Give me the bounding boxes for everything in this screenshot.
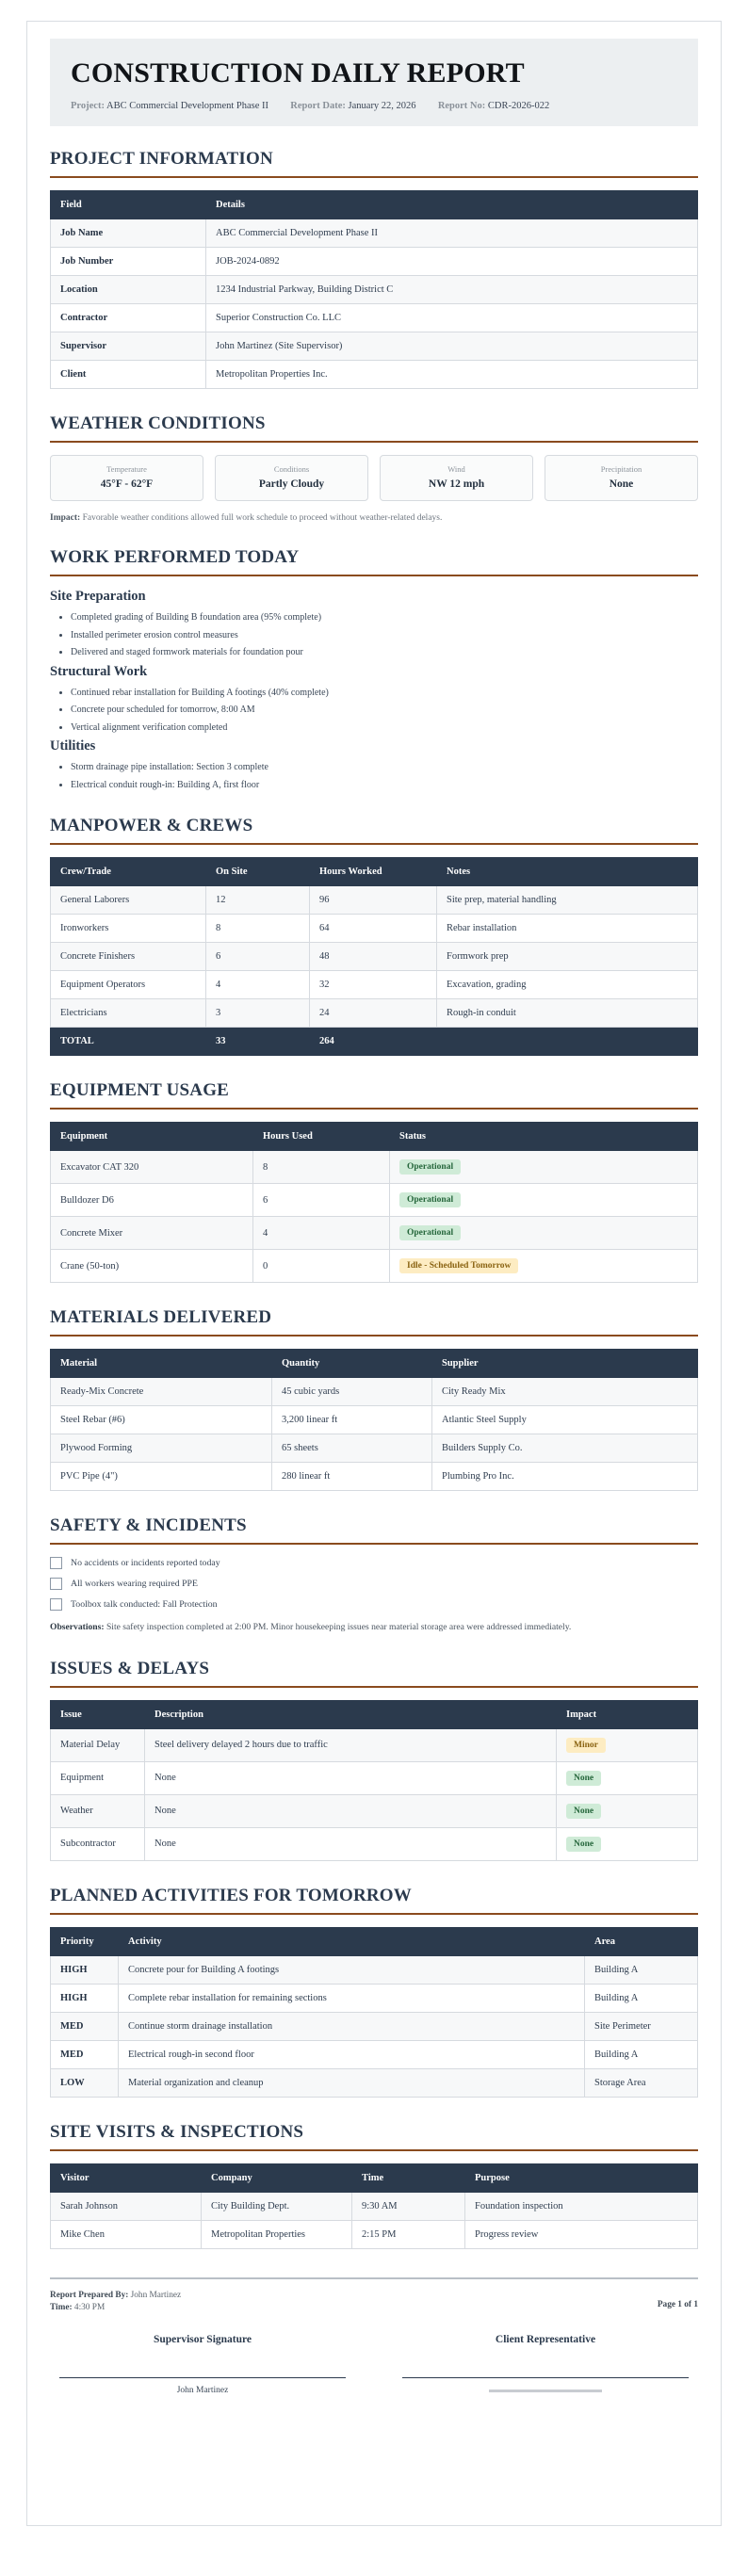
report-no-value: CDR-2026-022 <box>487 101 550 111</box>
signature-section <box>50 2334 698 2397</box>
section-equipment-usage <box>50 1080 698 1283</box>
section-safety-incidents <box>50 1515 698 1634</box>
cell-hours: 96 <box>310 886 437 915</box>
impact-badge: None <box>566 1804 601 1819</box>
project-label: Project: <box>71 101 105 111</box>
cell-area: Building A <box>585 1955 698 1984</box>
blank-rule <box>489 2390 602 2392</box>
cell-onsite: 8 <box>206 915 310 943</box>
equipment-body <box>51 1151 698 1283</box>
materials-body <box>51 1378 698 1491</box>
section-rule <box>50 1108 698 1110</box>
list-item: • Concrete pour scheduled for tomorrow, 8:00 AM <box>71 704 698 717</box>
cell-area: Building A <box>585 1984 698 2012</box>
cell-priority: HIGH <box>51 1984 119 2012</box>
list-item: • Storm drainage pipe installation: Section 3 complete <box>71 761 698 774</box>
column-header: Area <box>585 1927 698 1955</box>
impact-badge: None <box>566 1771 601 1786</box>
table-row <box>51 1728 698 1761</box>
section-rule <box>50 176 698 178</box>
cell-onsite: 4 <box>206 971 310 999</box>
section-materials-delivered <box>50 1307 698 1491</box>
cell-onsite: 12 <box>206 886 310 915</box>
cell-hours-used: 6 <box>253 1184 390 1217</box>
page-title: CONSTRUCTION DAILY REPORT <box>71 57 525 89</box>
weather-card-label: Precipitation <box>600 464 642 474</box>
cell-description: None <box>145 1761 557 1794</box>
section-rule <box>50 575 698 576</box>
cell-details: John Martinez (Site Supervisor) <box>206 332 698 361</box>
table-row <box>51 1761 698 1794</box>
cell-material: PVC Pipe (4") <box>51 1463 272 1491</box>
cell-equipment: Concrete Mixer <box>51 1217 253 1250</box>
cell-notes: Site prep, material handling <box>437 886 698 915</box>
work-item-list <box>71 761 698 791</box>
cell-field: Contractor <box>51 304 206 332</box>
cell-onsite: 3 <box>206 999 310 1028</box>
cell-priority: MED <box>51 2012 119 2040</box>
issues-body <box>51 1728 698 1860</box>
table-header-row <box>51 1700 698 1728</box>
table-row <box>51 886 698 915</box>
column-header: Description <box>145 1700 557 1728</box>
cell-activity: Concrete pour for Building A footings <box>119 1955 585 1984</box>
cell-issue: Equipment <box>51 1761 145 1794</box>
equipment-table <box>50 1122 698 1283</box>
column-header: Material <box>51 1350 272 1378</box>
column-header: Priority <box>51 1927 119 1955</box>
cell-quantity: 280 linear ft <box>272 1463 432 1491</box>
cell-material: Steel Rebar (#6) <box>51 1406 272 1434</box>
list-item: • Installed perimeter erosion control measures <box>71 629 698 642</box>
cell-crew: Equipment Operators <box>51 971 206 999</box>
table-row <box>51 361 698 389</box>
table-row <box>51 1463 698 1491</box>
cell-activity: Complete rebar installation for remaining sections <box>119 1984 585 2012</box>
column-header: Purpose <box>465 2163 698 2192</box>
cell-priority: HIGH <box>51 1955 119 1984</box>
table-row <box>51 2012 698 2040</box>
report-header <box>50 39 698 126</box>
cell-details: Metropolitan Properties Inc. <box>206 361 698 389</box>
column-header: Activity <box>119 1927 585 1955</box>
footer-prepared-info <box>50 2291 181 2315</box>
cell-equipment: Bulldozer D6 <box>51 1184 253 1217</box>
impact-badge: None <box>566 1837 601 1852</box>
section-heading: EQUIPMENT USAGE <box>50 1080 230 1100</box>
section-heading: MANPOWER & CREWS <box>50 816 253 835</box>
table-header-row <box>51 1927 698 1955</box>
subsection-heading: Structural Work <box>50 663 148 679</box>
weather-card-temperature <box>50 455 203 501</box>
weather-card-value: None <box>609 478 634 490</box>
section-manpower-crews <box>50 816 698 1056</box>
section-rule <box>50 1543 698 1545</box>
table-row <box>51 1151 698 1184</box>
cell-crew: Ironworkers <box>51 915 206 943</box>
cell-company: City Building Dept. <box>202 2192 352 2220</box>
signature-line[interactable] <box>59 2377 346 2378</box>
weather-cards <box>50 455 698 501</box>
cell-description: Steel delivery delayed 2 hours due to traffic <box>145 1728 557 1761</box>
signature-block-client <box>393 2334 698 2397</box>
section-rule <box>50 441 698 443</box>
safety-check-row[interactable] <box>50 1557 698 1569</box>
impact-text: Favorable weather conditions allowed full work schedule to proceed without weather-related delays. <box>82 513 443 523</box>
issues-table <box>50 1700 698 1861</box>
cell-visitor: Mike Chen <box>51 2220 202 2248</box>
impact-label: Impact: <box>50 513 81 523</box>
column-header: Status <box>390 1123 698 1151</box>
section-heading: SAFETY & INCIDENTS <box>50 1515 247 1535</box>
cell-activity: Continue storm drainage installation <box>119 2012 585 2040</box>
section-rule <box>50 1686 698 1688</box>
weather-card-value: Partly Cloudy <box>258 478 325 490</box>
cell-details: ABC Commercial Development Phase II <box>206 219 698 248</box>
table-row <box>51 276 698 304</box>
cell-company: Metropolitan Properties <box>202 2220 352 2248</box>
status-badge: Operational <box>399 1159 461 1175</box>
observations-text: Site safety inspection completed at 2:00 PM. Minor housekeeping issues near material storage area were addressed immediately. <box>106 1622 572 1632</box>
report-date-value: January 22, 2026 <box>348 101 416 111</box>
work-item-list <box>71 687 698 735</box>
manpower-body <box>51 886 698 1056</box>
table-row <box>51 2220 698 2248</box>
work-group-utilities <box>50 738 698 791</box>
cell-notes: Rough-in conduit <box>437 999 698 1028</box>
section-issues-delays <box>50 1659 698 1861</box>
section-heading: PLANNED ACTIVITIES FOR TOMORROW <box>50 1885 412 1905</box>
weather-card-value: 45°F - 62°F <box>100 478 154 490</box>
column-header: Impact <box>557 1700 698 1728</box>
weather-card-precipitation <box>545 455 698 501</box>
cell-notes: Rebar installation <box>437 915 698 943</box>
table-row <box>51 2040 698 2068</box>
cell-issue: Subcontractor <box>51 1827 145 1860</box>
cell-purpose: Progress review <box>465 2220 698 2248</box>
section-rule <box>50 843 698 845</box>
cell-notes: Formwork prep <box>437 943 698 971</box>
column-header: Quantity <box>272 1350 432 1378</box>
signature-block-supervisor <box>50 2334 355 2397</box>
safety-check-label: No accidents or incidents reported today <box>71 1558 220 1568</box>
section-heading: WEATHER CONDITIONS <box>50 413 266 433</box>
weather-card-label: Wind <box>447 464 465 474</box>
cell-hours-used: 0 <box>253 1250 390 1283</box>
signature-line[interactable] <box>402 2377 689 2378</box>
cell-notes: Excavation, grading <box>437 971 698 999</box>
cell-quantity: 3,200 linear ft <box>272 1406 432 1434</box>
section-project-information <box>50 149 698 389</box>
list-item: • Completed grading of Building B foundation area (95% complete) <box>71 611 698 624</box>
section-heading: PROJECT INFORMATION <box>50 149 273 169</box>
cell-field: Job Number <box>51 248 206 276</box>
section-rule <box>50 1335 698 1337</box>
table-row <box>51 1406 698 1434</box>
table-row <box>51 999 698 1028</box>
weather-impact-note <box>50 513 698 523</box>
status-badge: Idle - Scheduled Tomorrow <box>399 1258 518 1273</box>
cell-field: Job Name <box>51 219 206 248</box>
safety-check-row[interactable] <box>50 1598 698 1611</box>
signature-name: John Martinez <box>176 2385 229 2395</box>
table-header-row <box>51 2163 698 2192</box>
subsection-heading: Site Preparation <box>50 589 146 604</box>
table-row <box>51 971 698 999</box>
impact-badge: Minor <box>566 1738 606 1753</box>
list-item: • Delivered and staged formwork materials for foundation pour <box>71 646 698 659</box>
cell-supplier: City Ready Mix <box>432 1378 698 1406</box>
site-visits-table <box>50 2163 698 2249</box>
section-work-performed <box>50 547 698 791</box>
cell-time: 2:15 PM <box>352 2220 465 2248</box>
cell-issue: Weather <box>51 1794 145 1827</box>
time-label: Time: <box>50 2302 73 2312</box>
work-group-structural-work <box>50 664 698 735</box>
materials-table <box>50 1349 698 1491</box>
column-header: Details <box>206 191 698 219</box>
section-planned-activities <box>50 1886 698 2098</box>
table-row <box>51 1184 698 1217</box>
column-header: Hours Used <box>253 1123 390 1151</box>
status-badge: Operational <box>399 1192 461 1207</box>
cell-area: Building A <box>585 2040 698 2068</box>
project-information-table <box>50 190 698 389</box>
cell-onsite: 6 <box>206 943 310 971</box>
cell-supplier: Atlantic Steel Supply <box>432 1406 698 1434</box>
cell-priority: LOW <box>51 2068 119 2097</box>
weather-card-conditions <box>215 455 368 501</box>
list-item: • Vertical alignment verification completed <box>71 721 698 735</box>
cell-hours-used: 8 <box>253 1151 390 1184</box>
page-number: Page 1 of 1 <box>657 2299 698 2309</box>
cell-quantity: 65 sheets <box>272 1434 432 1463</box>
cell-activity: Material organization and cleanup <box>119 2068 585 2097</box>
safety-check-label: Toolbox talk conducted: Fall Protection <box>71 1599 218 1610</box>
checkbox-icon[interactable] <box>50 1598 62 1611</box>
prepared-by-label: Report Prepared By: <box>50 2290 129 2300</box>
cell-priority: MED <box>51 2040 119 2068</box>
list-item: • Continued rebar installation for Building A footings (40% complete) <box>71 687 698 700</box>
signature-name-blank <box>393 2386 698 2397</box>
cell-visitor: Sarah Johnson <box>51 2192 202 2220</box>
table-row <box>51 2068 698 2097</box>
prepared-by-value: John Martinez <box>130 2290 182 2300</box>
table-row <box>51 248 698 276</box>
section-heading: ISSUES & DELAYS <box>50 1658 210 1678</box>
cell-total-notes <box>437 1028 698 1056</box>
section-rule <box>50 2149 698 2151</box>
table-row <box>51 1217 698 1250</box>
observations-label: Observations: <box>50 1622 105 1632</box>
site-visits-body <box>51 2192 698 2248</box>
cell-total-label: TOTAL <box>51 1028 206 1056</box>
column-header: Crew/Trade <box>51 858 206 886</box>
column-header: On Site <box>206 858 310 886</box>
cell-description: None <box>145 1794 557 1827</box>
cell-hours-used: 4 <box>253 1217 390 1250</box>
section-heading: SITE VISITS & INSPECTIONS <box>50 2121 304 2142</box>
table-row <box>51 304 698 332</box>
cell-field: Location <box>51 276 206 304</box>
table-row <box>51 219 698 248</box>
section-heading: WORK PERFORMED TODAY <box>50 547 300 567</box>
table-row <box>51 1794 698 1827</box>
cell-time: 9:30 AM <box>352 2192 465 2220</box>
signature-title: Client Representative <box>495 2333 596 2345</box>
table-row <box>51 1250 698 1283</box>
planned-activities-body <box>51 1955 698 2097</box>
cell-purpose: Foundation inspection <box>465 2192 698 2220</box>
cell-total-hours: 264 <box>310 1028 437 1056</box>
table-row <box>51 332 698 361</box>
table-row <box>51 1984 698 2012</box>
table-row <box>51 943 698 971</box>
cell-hours: 48 <box>310 943 437 971</box>
column-header: Equipment <box>51 1123 253 1151</box>
cell-field: Client <box>51 361 206 389</box>
work-item-list <box>71 611 698 659</box>
section-weather-conditions <box>50 413 698 523</box>
cell-quantity: 45 cubic yards <box>272 1378 432 1406</box>
cell-equipment: Crane (50-ton) <box>51 1250 253 1283</box>
list-item: • Electrical conduit rough-in: Building A, first floor <box>71 779 698 792</box>
subsection-heading: Utilities <box>50 738 96 753</box>
project-information-body <box>51 219 698 389</box>
weather-card-wind <box>380 455 533 501</box>
cell-field: Supervisor <box>51 332 206 361</box>
report-meta <box>71 101 677 111</box>
cell-material: Ready-Mix Concrete <box>51 1378 272 1406</box>
cell-hours: 64 <box>310 915 437 943</box>
column-header: Supplier <box>432 1350 698 1378</box>
footer-divider <box>50 2277 698 2279</box>
cell-hours: 24 <box>310 999 437 1028</box>
weather-card-value: NW 12 mph <box>428 478 485 490</box>
table-row <box>51 1434 698 1463</box>
project-value: ABC Commercial Development Phase II <box>106 101 269 111</box>
safety-check-label: All workers wearing required PPE <box>71 1579 198 1589</box>
cell-activity: Electrical rough-in second floor <box>119 2040 585 2068</box>
report-footer <box>50 2291 698 2315</box>
table-row <box>51 915 698 943</box>
table-header-row <box>51 1350 698 1378</box>
table-header-row <box>51 1123 698 1151</box>
work-group-site-preparation <box>50 589 698 659</box>
cell-supplier: Plumbing Pro Inc. <box>432 1463 698 1491</box>
cell-crew: Electricians <box>51 999 206 1028</box>
signature-title: Supervisor Signature <box>153 2333 252 2345</box>
checkbox-icon[interactable] <box>50 1578 62 1590</box>
table-row <box>51 1827 698 1860</box>
table-header-row <box>51 191 698 219</box>
column-header: Field <box>51 191 206 219</box>
cell-issue: Material Delay <box>51 1728 145 1761</box>
planned-activities-table <box>50 1927 698 2098</box>
cell-details: 1234 Industrial Parkway, Building District C <box>206 276 698 304</box>
section-site-visits <box>50 2122 698 2249</box>
table-total-row <box>51 1028 698 1056</box>
column-header: Issue <box>51 1700 145 1728</box>
cell-area: Site Perimeter <box>585 2012 698 2040</box>
column-header: Notes <box>437 858 698 886</box>
report-date-label: Report Date: <box>290 101 346 111</box>
cell-details: JOB-2024-0892 <box>206 248 698 276</box>
cell-description: None <box>145 1827 557 1860</box>
table-row <box>51 1955 698 1984</box>
safety-observations <box>50 1621 698 1634</box>
prepared-by-line <box>50 2291 181 2300</box>
safety-check-row[interactable] <box>50 1578 698 1590</box>
manpower-table <box>50 857 698 1056</box>
report-sheet <box>26 21 722 2526</box>
checkbox-icon[interactable] <box>50 1557 62 1569</box>
weather-card-label: Conditions <box>273 464 310 474</box>
cell-equipment: Excavator CAT 320 <box>51 1151 253 1184</box>
section-heading: MATERIALS DELIVERED <box>50 1307 272 1327</box>
cell-crew: General Laborers <box>51 886 206 915</box>
cell-details: Superior Construction Co. LLC <box>206 304 698 332</box>
table-row <box>51 2192 698 2220</box>
cell-hours: 32 <box>310 971 437 999</box>
cell-material: Plywood Forming <box>51 1434 272 1463</box>
time-value: 4:30 PM <box>73 2302 106 2312</box>
weather-card-label: Temperature <box>106 464 147 474</box>
column-header: Hours Worked <box>310 858 437 886</box>
report-no-label: Report No: <box>437 101 486 111</box>
column-header: Visitor <box>51 2163 202 2192</box>
time-line <box>50 2303 181 2312</box>
cell-area: Storage Area <box>585 2068 698 2097</box>
status-badge: Operational <box>399 1225 461 1240</box>
table-header-row <box>51 858 698 886</box>
cell-crew: Concrete Finishers <box>51 943 206 971</box>
cell-total-onsite: 33 <box>206 1028 310 1056</box>
column-header: Company <box>202 2163 352 2192</box>
table-row <box>51 1378 698 1406</box>
column-header: Time <box>352 2163 465 2192</box>
cell-supplier: Builders Supply Co. <box>432 1434 698 1463</box>
section-rule <box>50 1913 698 1915</box>
